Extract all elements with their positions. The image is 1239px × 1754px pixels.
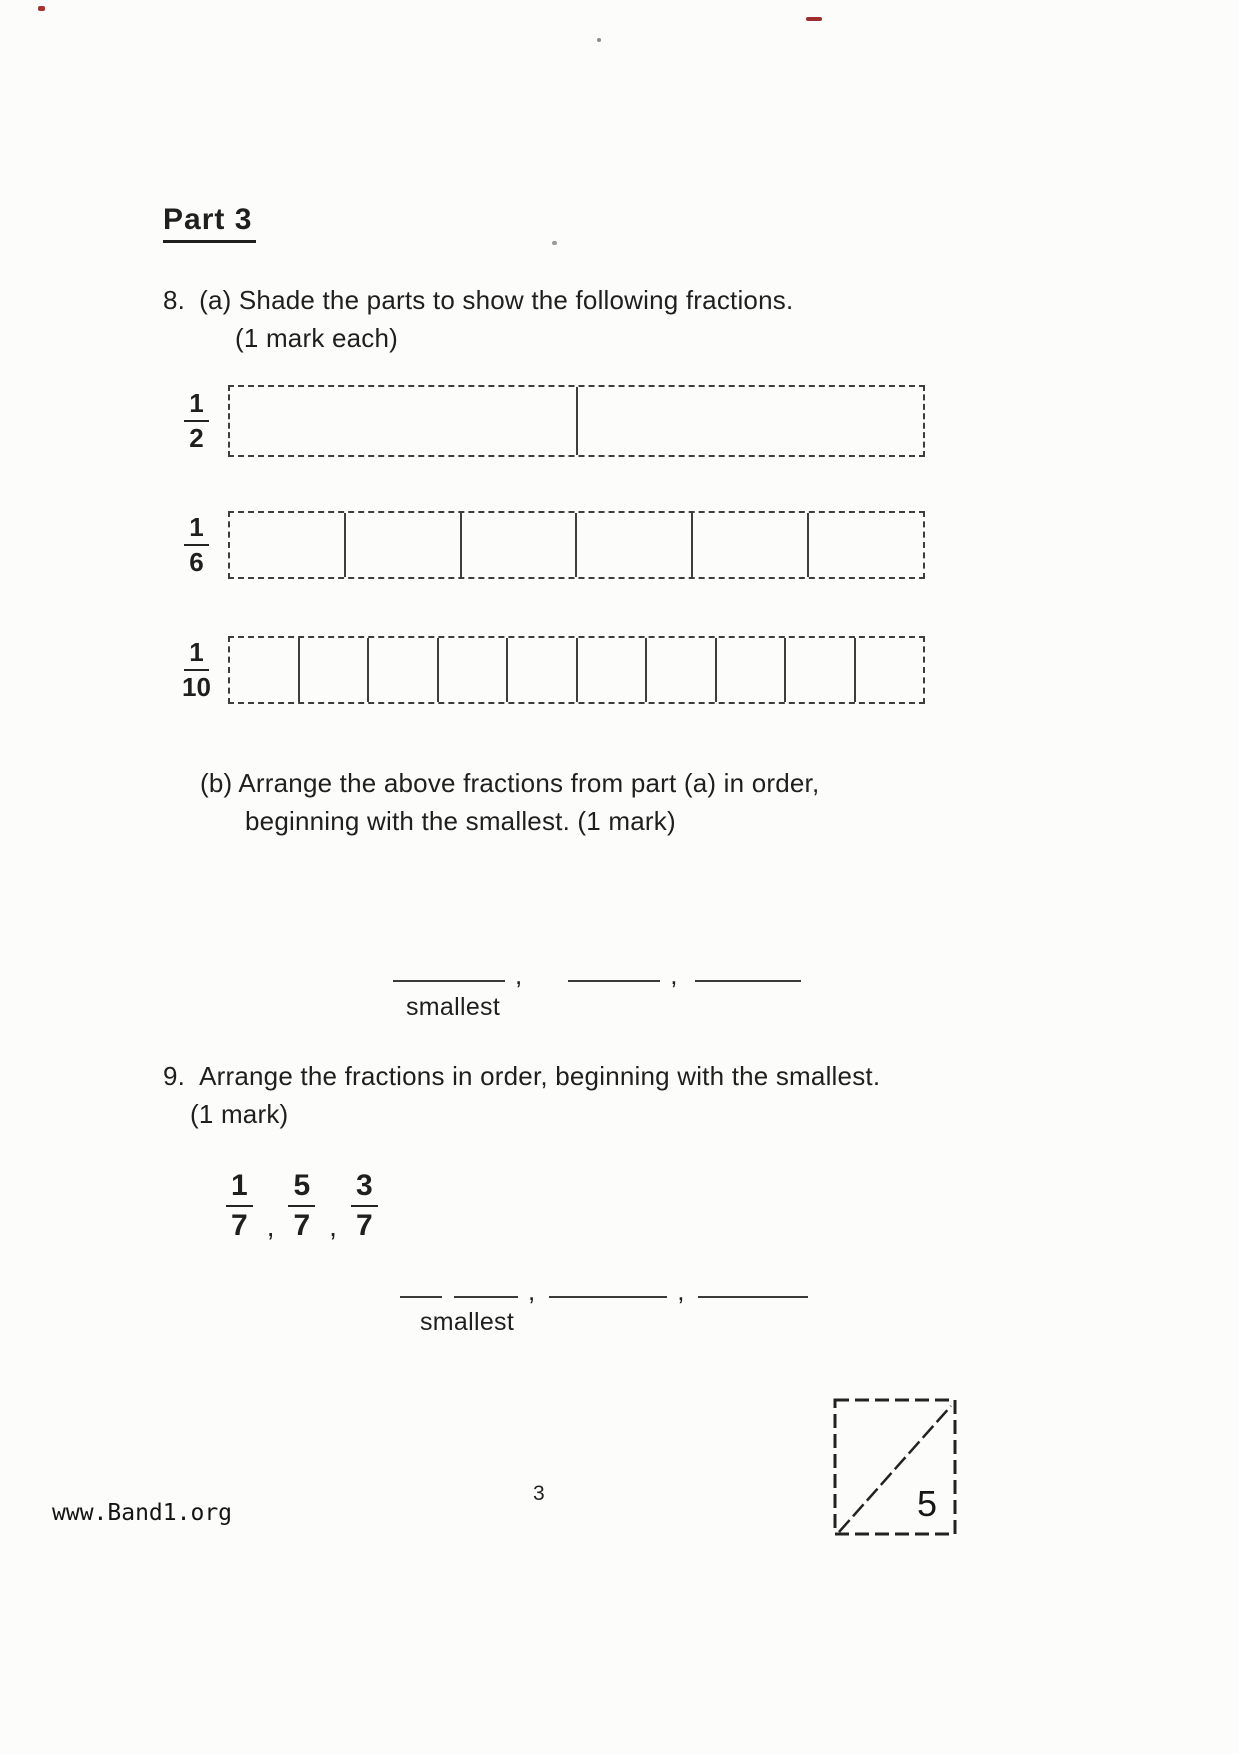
fraction-bar-cell[interactable] [693,513,809,577]
fraction-numerator: 1 [184,388,208,422]
answer-separator: , [677,1276,685,1307]
fraction-numerator: 1 [184,637,208,671]
fraction-bar-cell[interactable] [439,638,509,702]
fraction [184,512,208,578]
score-box [833,1398,957,1543]
fraction [226,1168,253,1244]
question-9-number: 9. [163,1061,186,1091]
smallest-label: smallest [406,993,501,1021]
fraction-separator: , [329,1210,337,1242]
answer-blank[interactable] [549,1294,667,1298]
scan-artifact [552,241,557,245]
fraction-bar-cell[interactable] [578,387,924,455]
fraction [184,388,208,454]
score-box-graphic [833,1398,957,1538]
answer-blank[interactable] [400,1294,442,1298]
q9-fraction-list [220,1168,384,1244]
question-8a-line [163,282,923,320]
fraction-bar-cell[interactable] [647,638,717,702]
fraction-bar-cell[interactable] [462,513,578,577]
scan-artifact [806,17,822,21]
fraction-label-tenth [165,637,228,703]
fraction-denominator: 2 [189,423,204,453]
scan-artifact [597,38,601,42]
fraction [351,1168,378,1244]
fraction-label-half [165,388,228,454]
fraction-bar-sixth[interactable] [228,511,925,579]
question-8b [200,765,920,840]
q9-answer-row [400,1268,808,1307]
fraction [182,637,211,703]
fraction-bar-row-tenth [165,636,925,704]
fraction-separator: , [266,1210,275,1242]
fraction-bar-cell[interactable] [578,638,648,702]
fraction-denominator: 6 [189,547,204,577]
fraction-bar-cell[interactable] [300,638,370,702]
fraction-bar-cell[interactable] [230,513,346,577]
answer-blank[interactable] [454,1294,518,1298]
fraction-bar-row-sixth [165,511,925,579]
question-8 [163,282,923,357]
answer-separator: , [515,960,523,991]
question-9-marks: (1 mark) [190,1098,289,1129]
answer-blank[interactable] [695,978,801,982]
fraction-bar-cell[interactable] [230,638,300,702]
fraction-bar-cell[interactable] [230,387,578,455]
question-9-line [163,1058,963,1096]
fraction-bar-cell[interactable] [786,638,856,702]
fraction [288,1168,315,1244]
fraction-label-sixth [165,512,228,578]
question-8b-line2: beginning with the smallest. (1 mark) [245,805,676,836]
site-watermark: www.Band1.org [52,1500,233,1526]
fraction-bar-half[interactable] [228,385,925,457]
score-box-value: 5 [917,1483,938,1524]
page-number: 3 [533,1482,545,1505]
answer-blank[interactable] [568,978,660,982]
fraction-bar-cell[interactable] [346,513,462,577]
smallest-label: smallest [420,1308,515,1336]
fraction-denominator: 7 [231,1209,248,1242]
q8b-answer-row [393,952,801,991]
fraction-bar-cell[interactable] [369,638,439,702]
answer-separator: , [528,1276,536,1307]
fraction-numerator: 3 [351,1168,378,1207]
question-9 [163,1058,963,1133]
scan-artifact [38,6,45,11]
answer-separator: , [670,960,678,991]
fraction-numerator: 1 [226,1168,253,1207]
fraction-numerator: 1 [184,512,208,546]
fraction-bar-row-half [165,385,925,457]
answer-blank[interactable] [393,978,505,982]
fraction-bar-cell[interactable] [577,513,693,577]
fraction-denominator: 7 [293,1209,311,1242]
question-9-text: Arrange the fractions in order, beginning with the smallest. [199,1061,881,1091]
fraction-bar-cell[interactable] [717,638,787,702]
question-8a-text: (a) Shade the parts to show the following fractions. [199,285,794,315]
fraction-bar-cell[interactable] [809,513,923,577]
part-title: Part 3 [163,203,256,243]
fraction-bar-cell[interactable] [856,638,924,702]
question-8a-marks: (1 mark each) [235,322,398,353]
answer-blank[interactable] [698,1294,808,1298]
fraction-denominator: 10 [182,672,211,702]
fraction-bar-cell[interactable] [508,638,578,702]
fraction-bar-tenth[interactable] [228,636,925,704]
question-8b-line1: (b) Arrange the above fractions from part (a) in order, [200,768,820,798]
fraction-numerator: 5 [288,1168,315,1207]
fraction-denominator: 7 [355,1209,373,1242]
question-8-number: 8. [163,285,186,315]
